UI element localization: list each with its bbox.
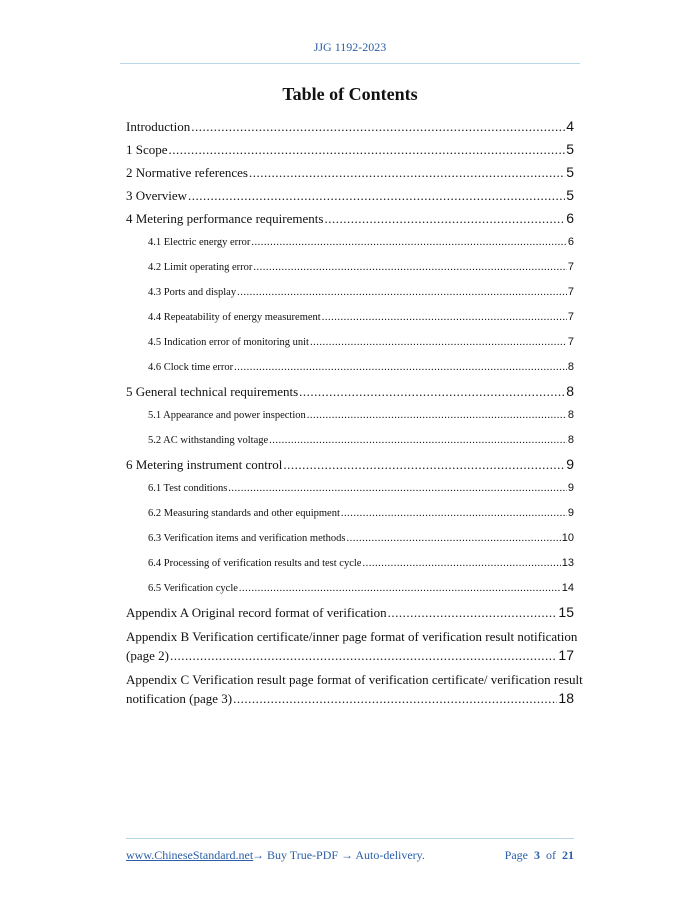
toc-entry-page: 4 [566,118,574,134]
toc-entry[interactable] [126,576,574,601]
toc-entry-page: 8 [566,383,574,399]
current-page-number: 3 [534,848,540,862]
toc-entry[interactable] [126,184,574,207]
footer-divider [126,838,574,839]
toc-leader-dots [347,526,561,551]
toc-leader-dots [341,501,567,526]
toc-entry[interactable] [126,526,574,551]
toc-entry-page: 14 [561,582,574,594]
toc-entry-label: 6 Metering instrument control [126,457,283,472]
toc-leader-dots [249,161,565,184]
toc-entry-page: 8 [567,361,574,373]
toc-leader-dots [169,138,566,161]
toc-leader-dots [253,255,566,280]
toc-entry[interactable] [126,551,574,576]
toc-entry-page: 9 [567,482,574,494]
toc-entry[interactable] [126,230,574,255]
toc-leader-dots [237,280,567,305]
toc-entry-label: Introduction [126,119,191,134]
toc-entry-label: 3 Overview [126,188,188,203]
toc-entry-label: 5.1 Appearance and power inspection [148,410,306,421]
toc-entry-page: 5 [566,164,574,180]
toc-entry-page: 6 [566,210,574,226]
toc-leader-dots [191,115,565,138]
toc-entry-page: 10 [561,532,574,544]
toc-entry[interactable] [126,403,574,428]
toc-leader-dots [322,305,567,330]
toc-leader-dots [239,576,561,601]
toc-entry[interactable] [126,428,574,453]
table-of-contents [126,115,583,713]
toc-leader-dots [251,230,566,255]
toc-entry-label: 6.4 Processing of verification results and test cycle [148,558,362,569]
toc-entry[interactable] [126,255,574,280]
toc-entry[interactable] [126,501,574,526]
toc-entry-label: 4.6 Clock time error [148,362,234,373]
toc-entry-label: 5 General technical requirements [126,384,299,399]
toc-entry-label: 6.5 Verification cycle [148,583,238,594]
toc-entry-label: 4.1 Electric energy error [148,237,251,248]
toc-entry[interactable] [126,453,574,476]
toc-entry-label-line1: Appendix C Verification result page format of verification certificate/ verification result [126,672,583,687]
toc-leader-dots [283,453,565,476]
standard-code-header: JJG 1192-2023 [313,40,387,54]
toc-leader-dots [233,689,557,708]
toc-entry[interactable] [126,601,574,624]
toc-entry-page: 5 [566,187,574,203]
toc-entry-label: 6.1 Test conditions [148,483,228,494]
toc-entry-line2 [126,646,574,665]
toc-leader-dots [299,380,565,403]
page-indicator [505,848,574,863]
toc-entry[interactable] [126,207,574,230]
toc-entry-page: 17 [558,647,574,663]
toc-entry-page: 9 [566,456,574,472]
toc-entry-label: 2 Normative references [126,165,248,180]
toc-entry-label-line2: notification (page 3) [126,691,233,706]
toc-entry-label: 4.5 Indication error of monitoring unit [148,337,309,348]
toc-entry-label: 4.3 Ports and display [148,287,237,298]
toc-leader-dots [362,551,560,576]
footer-tagline: → Buy True-PDF → Auto-delivery. [252,848,425,862]
toc-leader-dots [307,403,567,428]
toc-entry-label: 4 Metering performance requirements [126,211,324,226]
toc-entry-label: 5.2 AC withstanding voltage [148,435,269,446]
toc-entry[interactable] [126,380,574,403]
toc-entry[interactable] [126,355,574,380]
toc-entry-line2 [126,689,574,708]
toc-entry-page: 8 [567,434,574,446]
toc-entry-label: 1 Scope [126,142,168,157]
toc-entry-page: 7 [567,311,574,323]
toc-entry-appendix[interactable] [126,627,578,665]
toc-entry-label: 4.2 Limit operating error [148,262,253,273]
toc-leader-dots [388,601,558,624]
toc-entry-page: 5 [566,141,574,157]
toc-entry[interactable] [126,115,574,138]
page-title: Table of Contents [282,84,418,104]
toc-leader-dots [228,476,567,501]
toc-leader-dots [170,646,557,665]
toc-leader-dots [324,207,565,230]
toc-entry-page: 18 [558,690,574,706]
toc-entry[interactable] [126,280,574,305]
toc-entry-label: Appendix A Original record format of verification [126,605,387,620]
toc-leader-dots [234,355,567,380]
toc-entry-page: 13 [561,557,574,569]
toc-entry-label-line1: Appendix B Verification certificate/inner page format of verification result notification [126,629,578,644]
toc-entry[interactable] [126,305,574,330]
toc-entry-label: 6.2 Measuring standards and other equipment [148,508,340,519]
toc-entry-label: 4.4 Repeatability of energy measurement [148,312,321,323]
toc-entry-label: 6.3 Verification items and verification methods [148,533,346,544]
toc-leader-dots [188,184,565,207]
toc-entry-page: 7 [567,336,574,348]
toc-leader-dots [310,330,567,355]
toc-entry[interactable] [126,476,574,501]
toc-entry-page: 7 [567,286,574,298]
header-divider [120,63,580,64]
toc-leader-dots [269,428,567,453]
toc-entry[interactable] [126,330,574,355]
toc-entry-page: 9 [567,507,574,519]
total-page-count: 21 [562,848,574,862]
website-link[interactable]: www.ChineseStandard.net [126,848,254,862]
toc-entry-page: 7 [567,261,574,273]
toc-entry[interactable] [126,161,574,184]
of-word: of [546,848,556,862]
toc-entry-page: 15 [558,604,574,620]
toc-entry[interactable] [126,138,574,161]
toc-entry-page: 8 [567,409,574,421]
page-word: Page [504,848,528,862]
toc-entry-page: 6 [567,236,574,248]
toc-entry-label-line2: (page 2) [126,648,169,663]
toc-entry-appendix[interactable] [126,670,583,708]
